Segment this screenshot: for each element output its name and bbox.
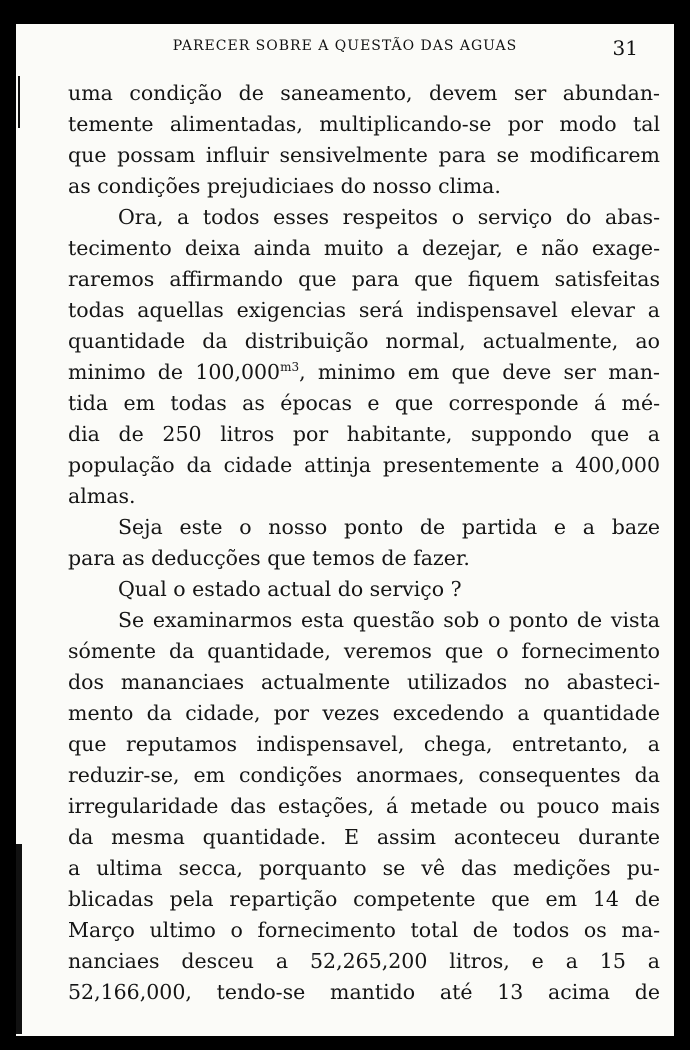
superscript-unit: m3 (280, 360, 300, 374)
text-line: blicadas pela repartição competente que em 14 de (68, 887, 660, 911)
text-line: população da cidade attinja presentemente a 400,000 (68, 453, 660, 477)
text-line: dos mananciaes actualmente utilizados no abasteci- (68, 670, 660, 694)
text-line: Março ultimo o fornecimento total de todos os ma- (68, 918, 660, 942)
page-header (16, 38, 674, 62)
body-text (68, 78, 660, 1008)
text-line: tecimento deixa ainda muito a dezejar, e não exage- (68, 236, 660, 260)
text-line: uma condição de saneamento, devem ser abundan- (68, 81, 660, 105)
paragraph-start-line: Qual o estado actual do serviço ? (118, 577, 462, 601)
book-page (16, 24, 674, 1036)
paragraph-start-line: Se examinarmos esta questão sob o ponto de vista (118, 608, 660, 632)
text-line: raremos affirmando que para que fiquem satisfeitas (68, 267, 660, 291)
text-line: mento da cidade, por vezes excedendo a quantidade (68, 701, 660, 725)
text-line: quantidade da distribuição normal, actualmente, ao (68, 329, 660, 353)
text-line-with-superscript (68, 357, 660, 388)
text-span: minimo de 100,000 (68, 360, 281, 384)
text-line: que possam influir sensivelmente para se modificarem (68, 143, 660, 167)
text-line: dia de 250 litros por habitante, suppondo que a (68, 422, 660, 446)
running-title: PARECER SOBRE A QUESTÃO DAS AGUAS (172, 38, 518, 54)
paragraph-start-line: Ora, a todos esses respeitos o serviço do abas- (118, 205, 660, 229)
text-line: sómente da quantidade, veremos que o fornecimento (68, 639, 660, 663)
text-line: irregularidade das estações, á metade ou pouco mais (68, 794, 660, 818)
text-line: tida em todas as épocas e que corresponde á mé- (68, 391, 660, 415)
text-line: 52,166,000, tendo-se mantido até 13 acima de (68, 980, 660, 1004)
text-line: nanciaes desceu a 52,265,200 litros, e a 15 a (68, 949, 660, 973)
text-line: para as deducções que temos de fazer. (68, 546, 470, 570)
text-line: que reputamos indispensavel, chega, entretanto, a (68, 732, 660, 756)
text-line: a ultima secca, porquanto se vê das medições pu- (68, 856, 660, 880)
paragraph-start-line: Seja este o nosso ponto de partida e a baze (118, 515, 660, 539)
text-line: as condições prejudiciaes do nosso clima. (68, 174, 501, 198)
page-number: 31 (612, 36, 638, 60)
text-line: da mesma quantidade. E assim aconteceu durante (68, 825, 660, 849)
margin-mark-top (18, 76, 20, 128)
text-line: almas. (68, 484, 136, 508)
text-line: todas aquellas exigencias será indispensavel elevar a (68, 298, 660, 322)
text-span: , minimo em que deve ser man- (299, 360, 660, 384)
text-line: temente alimentadas, multiplicando-se por modo tal (68, 112, 660, 136)
margin-mark-bottom (16, 844, 22, 1034)
text-line: reduzir-se, em condições anormaes, consequentes da (68, 763, 660, 787)
